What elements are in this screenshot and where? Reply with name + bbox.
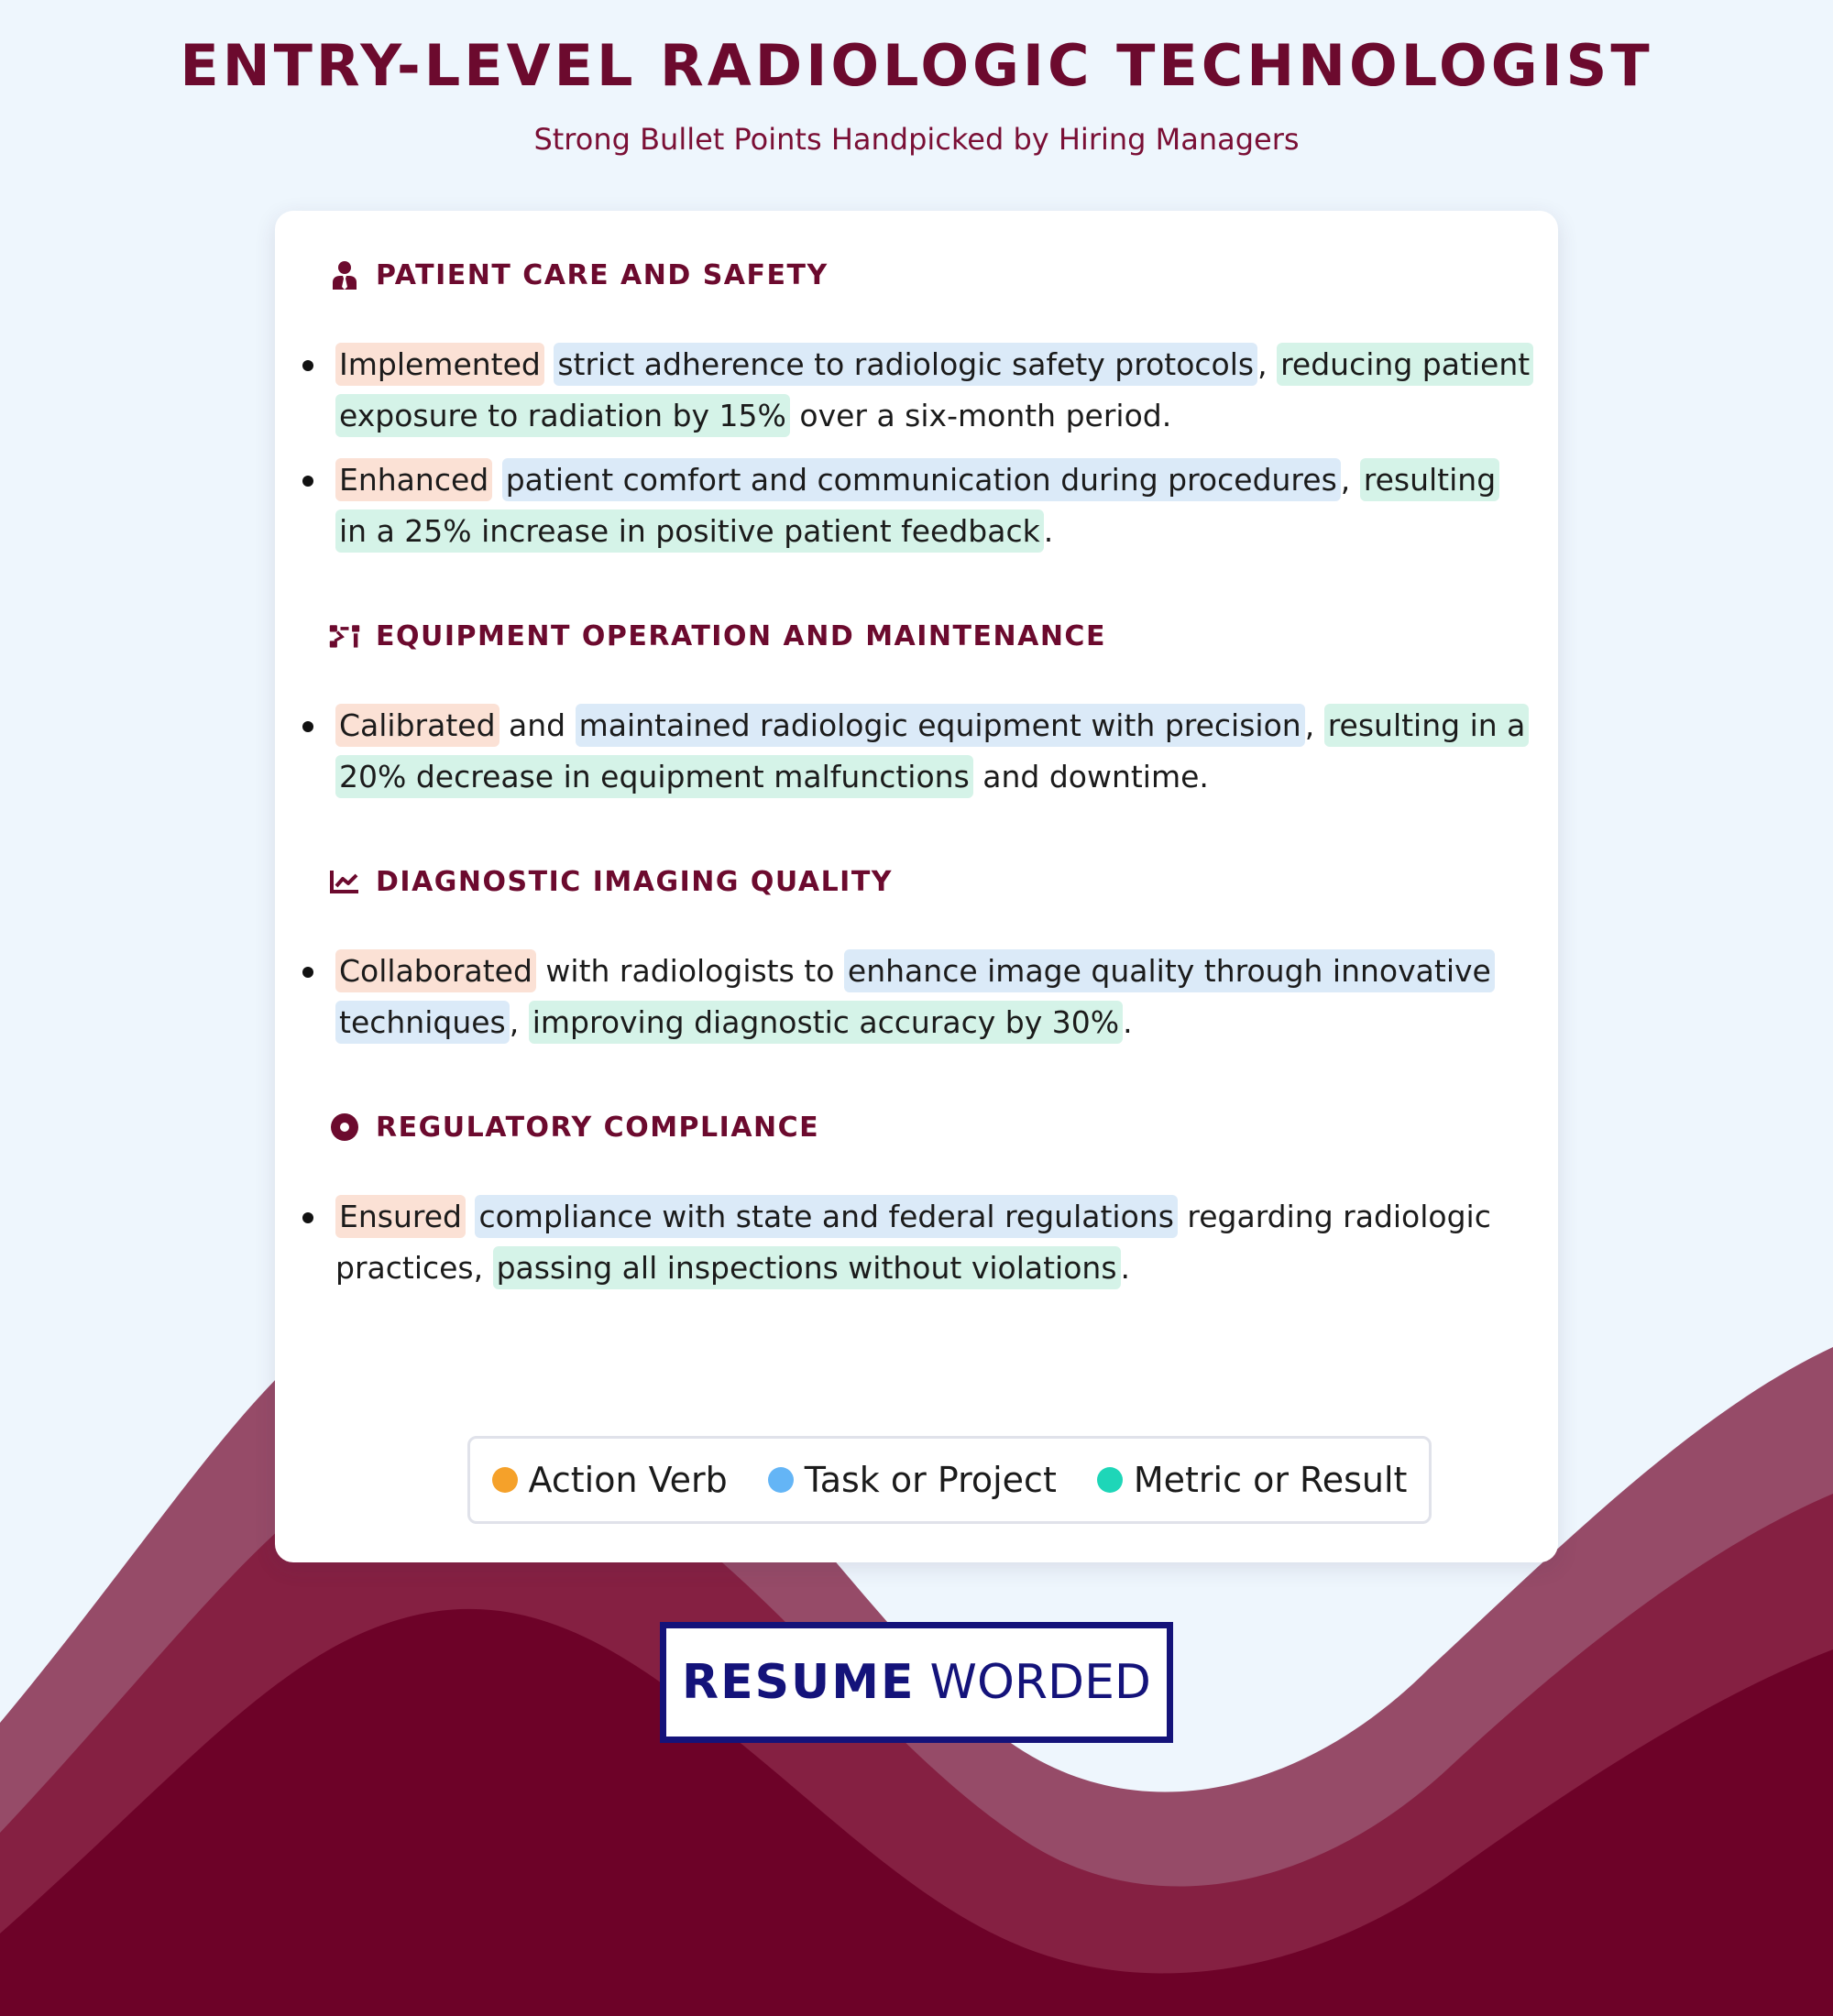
page-header <box>0 27 1833 158</box>
section-equipment <box>301 608 1532 803</box>
resume-worded-logo[interactable] <box>660 1622 1173 1743</box>
page-title: ENTRY-LEVEL RADIOLOGIC TECHNOLOGIST <box>180 32 1653 99</box>
plain-text <box>492 462 502 498</box>
plain-text: , <box>1304 707 1324 743</box>
action-verb: Calibrated <box>335 704 499 747</box>
section-header <box>328 247 1532 302</box>
metric-phrase: resulting in a 25% increase in positive patient feedback <box>335 458 1499 553</box>
task-phrase: compliance with state and federal regulations <box>475 1195 1177 1238</box>
bullet-item <box>301 700 1532 803</box>
record-circle-icon <box>328 1111 361 1144</box>
plain-text: regarding radiologic practices, <box>335 1199 1491 1286</box>
task-phrase: patient comfort and communication during procedures <box>502 458 1341 501</box>
plain-text: . <box>1120 1250 1131 1286</box>
bullet-list <box>301 700 1532 803</box>
legend <box>467 1436 1432 1524</box>
action-verb: Ensured <box>335 1195 466 1238</box>
plain-text: , <box>509 1004 529 1040</box>
action-verb: Enhanced <box>335 458 492 501</box>
plain-text: with radiologists to <box>535 953 844 989</box>
plain-text: , <box>1340 462 1360 498</box>
bullet-list <box>301 946 1532 1048</box>
logo-light-text: WORDED <box>929 1655 1151 1710</box>
section-title: PATIENT CARE AND SAFETY <box>376 258 829 291</box>
plain-text: and downtime. <box>972 759 1209 794</box>
plain-text: . <box>1123 1004 1133 1040</box>
plain-text: . <box>1043 513 1054 549</box>
bullet-item <box>301 455 1532 557</box>
bullet-list <box>301 1191 1532 1294</box>
legend-item-metric <box>1097 1460 1408 1500</box>
plain-text <box>466 1199 476 1234</box>
metric-phrase: resulting in a 20% decrease in equipment malfunctions <box>335 704 1529 798</box>
section-header <box>328 854 1532 909</box>
metric-phrase: reducing patient exposure to radiation by 15% <box>335 343 1533 437</box>
bullet-points-card <box>275 211 1558 1562</box>
section-title: REGULATORY COMPLIANCE <box>376 1111 820 1144</box>
section-patient-care <box>301 247 1532 557</box>
section-regulatory <box>301 1100 1532 1294</box>
chart-line-icon <box>328 865 361 898</box>
section-title: DIAGNOSTIC IMAGING QUALITY <box>376 865 894 898</box>
user-tie-icon <box>328 258 361 291</box>
section-header <box>328 608 1532 663</box>
legend-dot-icon <box>492 1467 518 1493</box>
bullet-list <box>301 339 1532 557</box>
plain-text <box>544 346 554 382</box>
bullet-item <box>301 339 1532 442</box>
task-phrase: enhance image quality through innovative techniques <box>335 949 1495 1044</box>
legend-dot-icon <box>768 1467 794 1493</box>
metric-phrase: improving diagnostic accuracy by 30% <box>529 1001 1123 1044</box>
action-verb: Collaborated <box>335 949 536 992</box>
section-header <box>328 1100 1532 1155</box>
metric-phrase: passing all inspections without violations <box>493 1246 1121 1289</box>
bullet-item <box>301 946 1532 1048</box>
bullet-item <box>301 1191 1532 1294</box>
task-phrase: maintained radiologic equipment with precision <box>576 704 1305 747</box>
plain-text: over a six-month period. <box>789 398 1172 433</box>
plain-text: , <box>1257 346 1278 382</box>
legend-item-action <box>492 1460 728 1500</box>
section-imaging-quality <box>301 854 1532 1048</box>
legend-item-task <box>768 1460 1057 1500</box>
legend-dot-icon <box>1097 1467 1123 1493</box>
action-verb: Implemented <box>335 343 544 386</box>
legend-label: Action Verb <box>528 1460 728 1500</box>
plain-text: and <box>499 707 576 743</box>
logo-bold-text: RESUME <box>682 1655 916 1710</box>
legend-label: Metric or Result <box>1133 1460 1408 1500</box>
section-title: EQUIPMENT OPERATION AND MAINTENANCE <box>376 619 1106 652</box>
workflow-icon <box>328 619 361 652</box>
page-subtitle: Strong Bullet Points Handpicked by Hiring Managers <box>533 122 1300 157</box>
task-phrase: strict adherence to radiologic safety protocols <box>554 343 1257 386</box>
legend-label: Task or Project <box>804 1460 1057 1500</box>
